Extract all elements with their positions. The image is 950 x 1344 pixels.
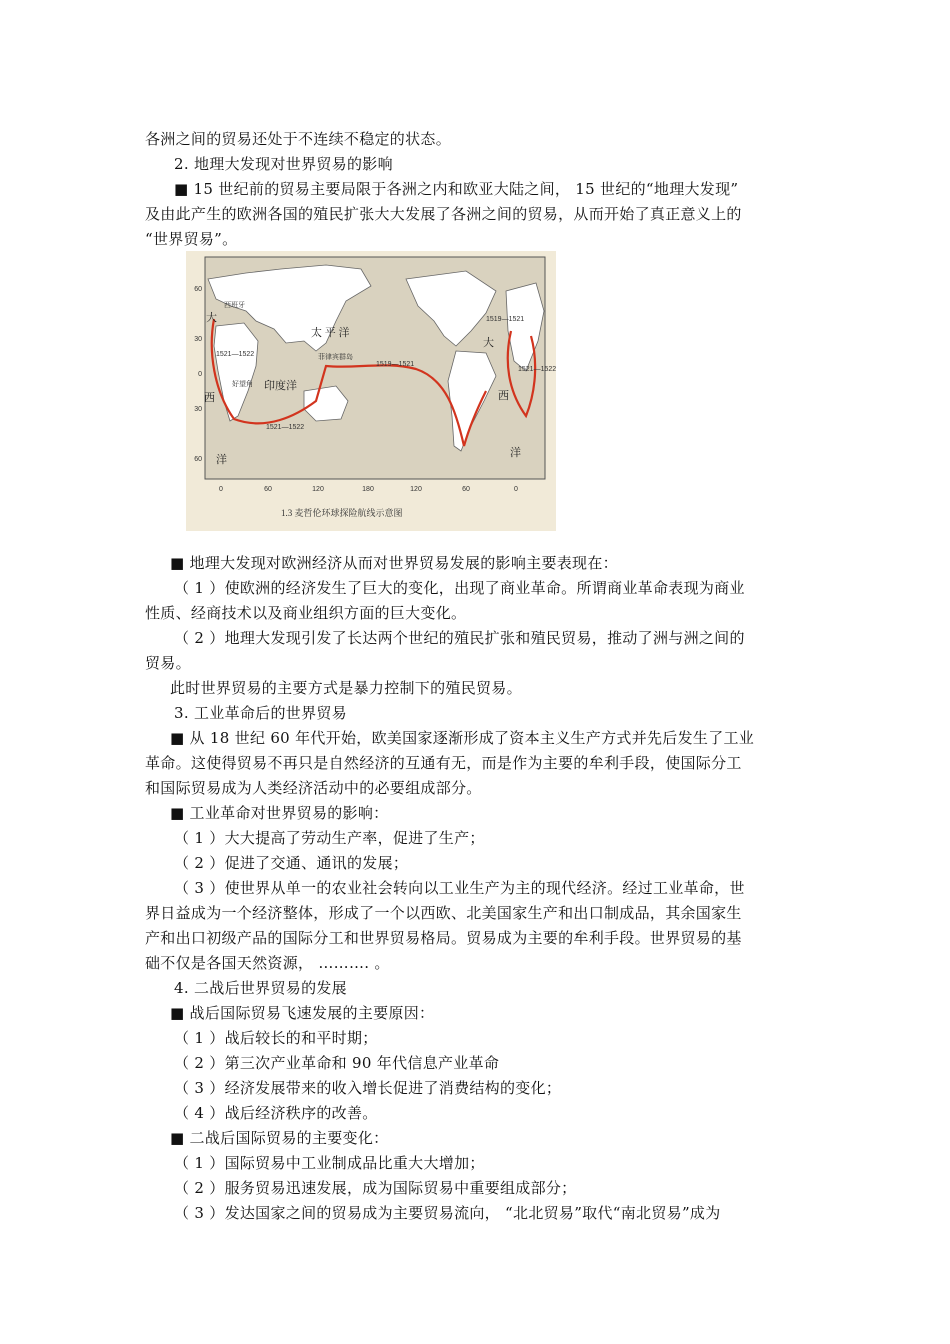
paragraph-line: 各洲之间的贸易还处于不连续不稳定的状态。 bbox=[145, 130, 452, 148]
lon-tick: 120 bbox=[410, 486, 422, 493]
list-item: （ 3 ）经济发展带来的收入增长促进了消费结构的变化； bbox=[174, 1079, 562, 1097]
lon-tick: 0 bbox=[219, 486, 223, 493]
list-item: （ 2 ）促进了交通、通讯的发展； bbox=[174, 854, 409, 872]
paragraph-line: “世界贸易”。 bbox=[145, 230, 238, 248]
label-route-5: 1521—1522 bbox=[518, 366, 556, 373]
label-cape: 好望角 bbox=[232, 381, 253, 388]
paragraph-line: 及由此产生的欧洲各国的殖民扩张大大发展了各洲之间的贸易，从而开始了真正意义上的 bbox=[145, 205, 742, 223]
paragraph-line: 界日益成为一个经济整体，形成了一个以西欧、北美国家生产和出口制成品，其余国家生 bbox=[145, 904, 742, 922]
label-spain: 西班牙 bbox=[224, 302, 245, 309]
lat-tick: 30 bbox=[194, 336, 202, 343]
paragraph-line: ■ 15 世纪前的贸易主要局限于各洲之内和欧亚大陆之间， 15 世纪的“地理大发现” bbox=[174, 180, 739, 198]
paragraph-line: （ 2 ）地理大发现引发了长达两个世纪的殖民扩张和殖民贸易，推动了洲与洲之间的 bbox=[174, 629, 745, 647]
label-pacific: 太 平 洋 bbox=[311, 327, 350, 339]
lon-tick: 60 bbox=[264, 486, 272, 493]
label-route-1: 1519—1521 bbox=[376, 361, 415, 368]
label-philippines: 菲律宾群岛 bbox=[318, 354, 353, 361]
paragraph-line: 此时世界贸易的主要方式是暴力控制下的殖民贸易。 bbox=[170, 679, 522, 697]
lat-tick: 0 bbox=[198, 371, 202, 378]
paragraph-line: 和国际贸易成为人类经济活动中的必要组成部分。 bbox=[145, 779, 482, 797]
list-item: （ 4 ）战后经济秩序的改善。 bbox=[174, 1104, 378, 1122]
label-route-2: 1521—1522 bbox=[266, 424, 305, 431]
list-item: （ 1 ）大大提高了劳动生产率，促进了生产； bbox=[174, 829, 485, 847]
paragraph-line: ■ 战后国际贸易飞速发展的主要原因： bbox=[170, 1004, 435, 1022]
paragraph-line: ■ 从 18 世纪 60 年代开始，欧美国家逐渐形成了资本主义生产方式并先后发生了工业 bbox=[170, 729, 755, 747]
paragraph-line: 性质、经商技术以及商业组织方面的巨大变化。 bbox=[145, 604, 467, 622]
label-atlantic-right-3: 洋 bbox=[510, 447, 521, 459]
lon-tick: 120 bbox=[312, 486, 324, 493]
lon-tick: 180 bbox=[362, 486, 374, 493]
label-atlantic-left-2: 西 bbox=[204, 392, 215, 404]
section-heading: 3. 工业革命后的世界贸易 bbox=[174, 704, 347, 722]
section-heading: 4. 二战后世界贸易的发展 bbox=[174, 979, 347, 997]
lon-tick: 0 bbox=[514, 486, 518, 493]
list-item: （ 3 ）使世界从单一的农业社会转向以工业生产为主的现代经济。经过工业革命，世 bbox=[174, 879, 745, 897]
list-item: （ 3 ）发达国家之间的贸易成为主要贸易流向， “北北贸易”取代“南北贸易”成为 bbox=[174, 1204, 721, 1222]
lon-tick: 60 bbox=[462, 486, 470, 493]
paragraph-line: ■ 地理大发现对欧洲经济从而对世界贸易发展的影响主要表现在： bbox=[170, 554, 618, 572]
label-route-4: 1519—1521 bbox=[486, 316, 525, 323]
magellan-route-map bbox=[186, 251, 556, 531]
label-atlantic-right-2: 西 bbox=[498, 390, 509, 402]
label-atlantic-left-1: 大 bbox=[206, 312, 217, 324]
list-item: （ 1 ）战后较长的和平时期； bbox=[174, 1029, 378, 1047]
label-indian: 印度洋 bbox=[264, 380, 297, 392]
paragraph-line: 础不仅是各国天然资源， ………. 。 bbox=[145, 954, 390, 972]
list-item: （ 2 ）服务贸易迅速发展，成为国际贸易中重要组成部分； bbox=[174, 1179, 577, 1197]
label-atlantic-left-3: 洋 bbox=[216, 454, 227, 466]
lat-tick: 30 bbox=[194, 406, 202, 413]
lat-tick: 60 bbox=[194, 456, 202, 463]
list-item: （ 1 ）国际贸易中工业制成品比重大大增加； bbox=[174, 1154, 485, 1172]
lat-tick: 60 bbox=[194, 286, 202, 293]
paragraph-line: 产和出口初级产品的国际分工和世界贸易格局。贸易成为主要的牟利手段。世界贸易的基 bbox=[145, 929, 742, 947]
label-route-3: 1521—1522 bbox=[216, 351, 255, 358]
paragraph-line: ■ 二战后国际贸易的主要变化： bbox=[170, 1129, 389, 1147]
paragraph-line: ■ 工业革命对世界贸易的影响： bbox=[170, 804, 389, 822]
list-item: （ 2 ）第三次产业革命和 90 年代信息产业革命 bbox=[174, 1054, 500, 1072]
label-atlantic-right-1: 大 bbox=[483, 337, 494, 349]
figure-caption: 1.3 麦哲伦环球探险航线示意图 bbox=[281, 508, 403, 518]
paragraph-line: 革命。这使得贸易不再只是自然经济的互通有无，而是作为主要的牟利手段，使国际分工 bbox=[145, 754, 742, 772]
section-heading: 2. 地理大发现对世界贸易的影响 bbox=[174, 155, 393, 173]
paragraph-line: 贸易。 bbox=[145, 654, 191, 672]
paragraph-line: （ 1 ）使欧洲的经济发生了巨大的变化，出现了商业革命。所谓商业革命表现为商业 bbox=[174, 579, 745, 597]
